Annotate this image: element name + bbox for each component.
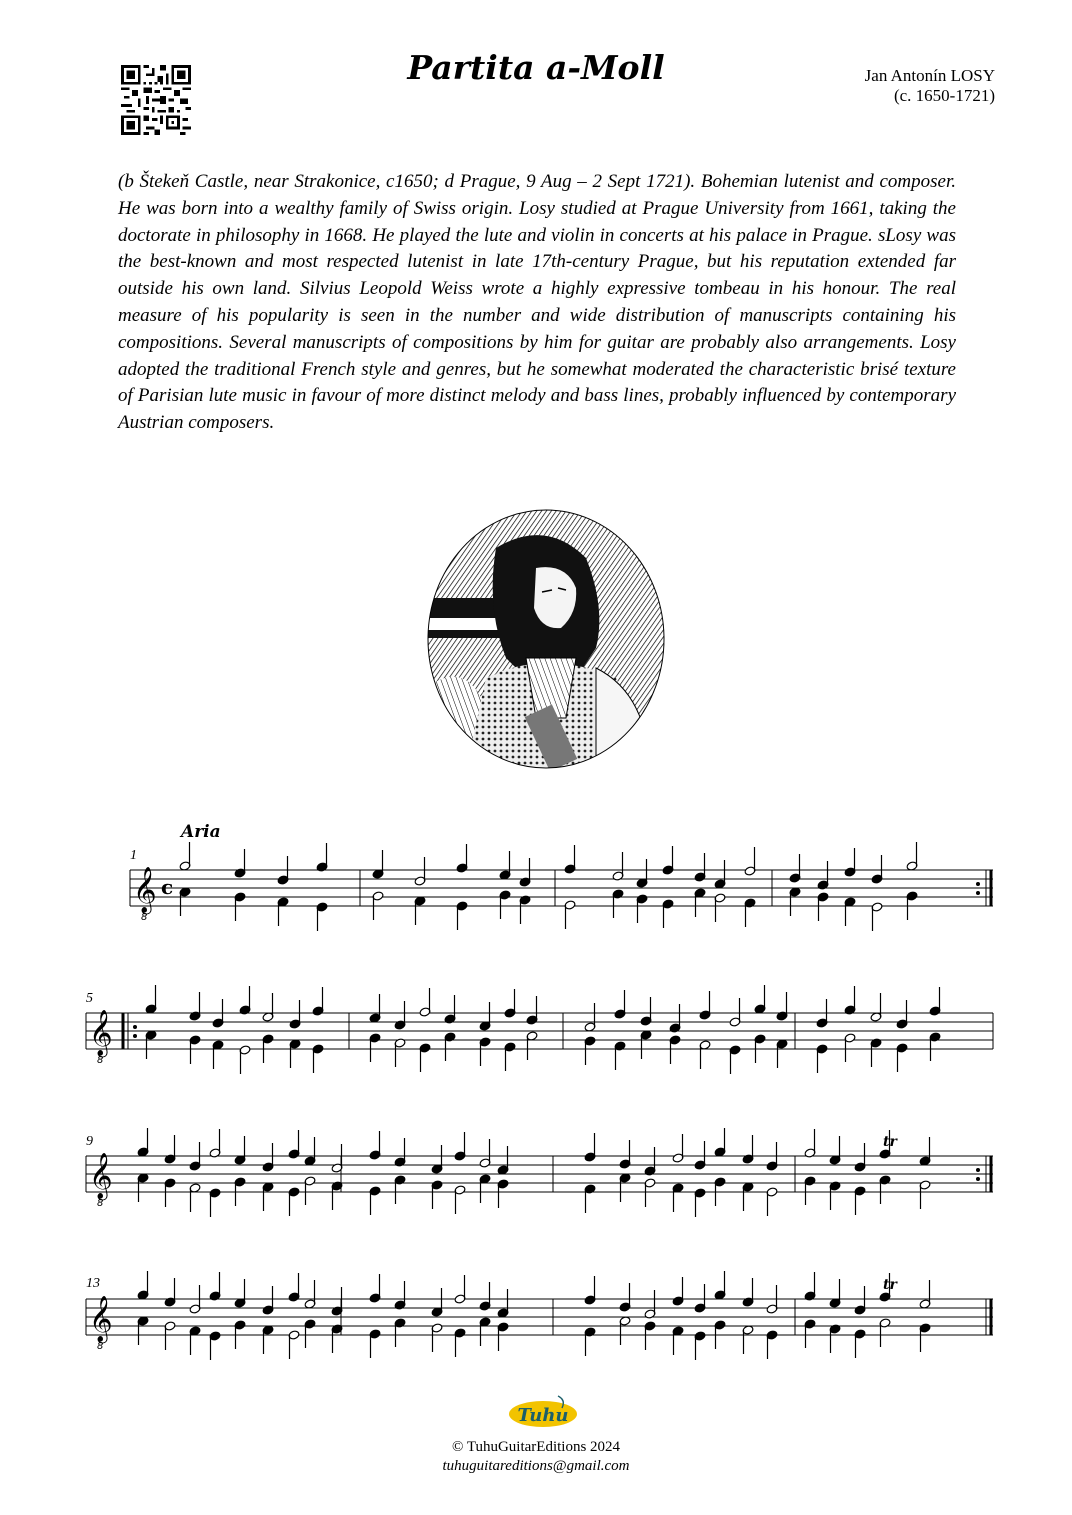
staff-line-set (130, 870, 993, 906)
trill-mark: tr (883, 1134, 897, 1150)
svg-text:8: 8 (97, 1055, 104, 1066)
svg-text:8: 8 (97, 1198, 104, 1209)
measure-number: 9 (86, 1134, 93, 1149)
page-title: Partita a-Moll (407, 48, 665, 87)
trill-mark: tr (883, 1277, 897, 1293)
composer-dates: (c. 1650-1721) (893, 86, 995, 105)
measure-number: 5 (86, 991, 93, 1006)
svg-text:Tuhu: Tuhu (517, 1405, 569, 1426)
measure-number: 1 (130, 848, 137, 863)
publisher-logo (506, 1392, 580, 1432)
treble-clef: 𝄞 (89, 1296, 113, 1342)
treble-clef: 𝄞 (89, 1010, 113, 1056)
composer-name: Jan Antonín LOSY (864, 66, 995, 85)
svg-text:8: 8 (97, 1341, 104, 1352)
treble-clef: 𝄞 (89, 1153, 113, 1199)
measure-number: 13 (86, 1276, 100, 1291)
time-signature: c (161, 875, 174, 899)
footer (0, 1438, 1072, 1476)
treble-clef: 𝄞 (133, 867, 157, 913)
biography-text: (b Štekeň Castle, near Strakonice, c1650; d Prague, 9 Aug – 2 Sept 1721). Bohemian lutenist and composer. He was born into a wealthy family of Swiss origin. Losy studied at Prague University from 1661, taking the doctorate in philosophy in 1668. He played the lute and violin in concerts at his palace in Prague. sLosy was the best-known and most respected lutenist in late 17th-century Prague, but his reputation extended far outside his own land. Silvius Leopold Weiss wrote a highly expressive tombeau in his honour. The real measure of his popularity is seen in the number and wide distribution of manuscripts containing his compositions. Several manuscripts of compositions by him for guitar are probably also arrangements. Losy adopted the traditional French style and genres, but he somewhat moderated the characteristic brisé texture of Parisian lute music in favour of more distinct melody and bass lines, probably influenced by contemporary Austrian composers. (118, 171, 956, 434)
contact-email[interactable]: tuhuguitareditions@gmail.com (442, 1458, 630, 1474)
svg-text:8: 8 (141, 912, 148, 923)
copyright-text: © TuhuGuitarEditions 2024 (451, 1439, 621, 1455)
tempo-marking: Aria (181, 822, 221, 842)
